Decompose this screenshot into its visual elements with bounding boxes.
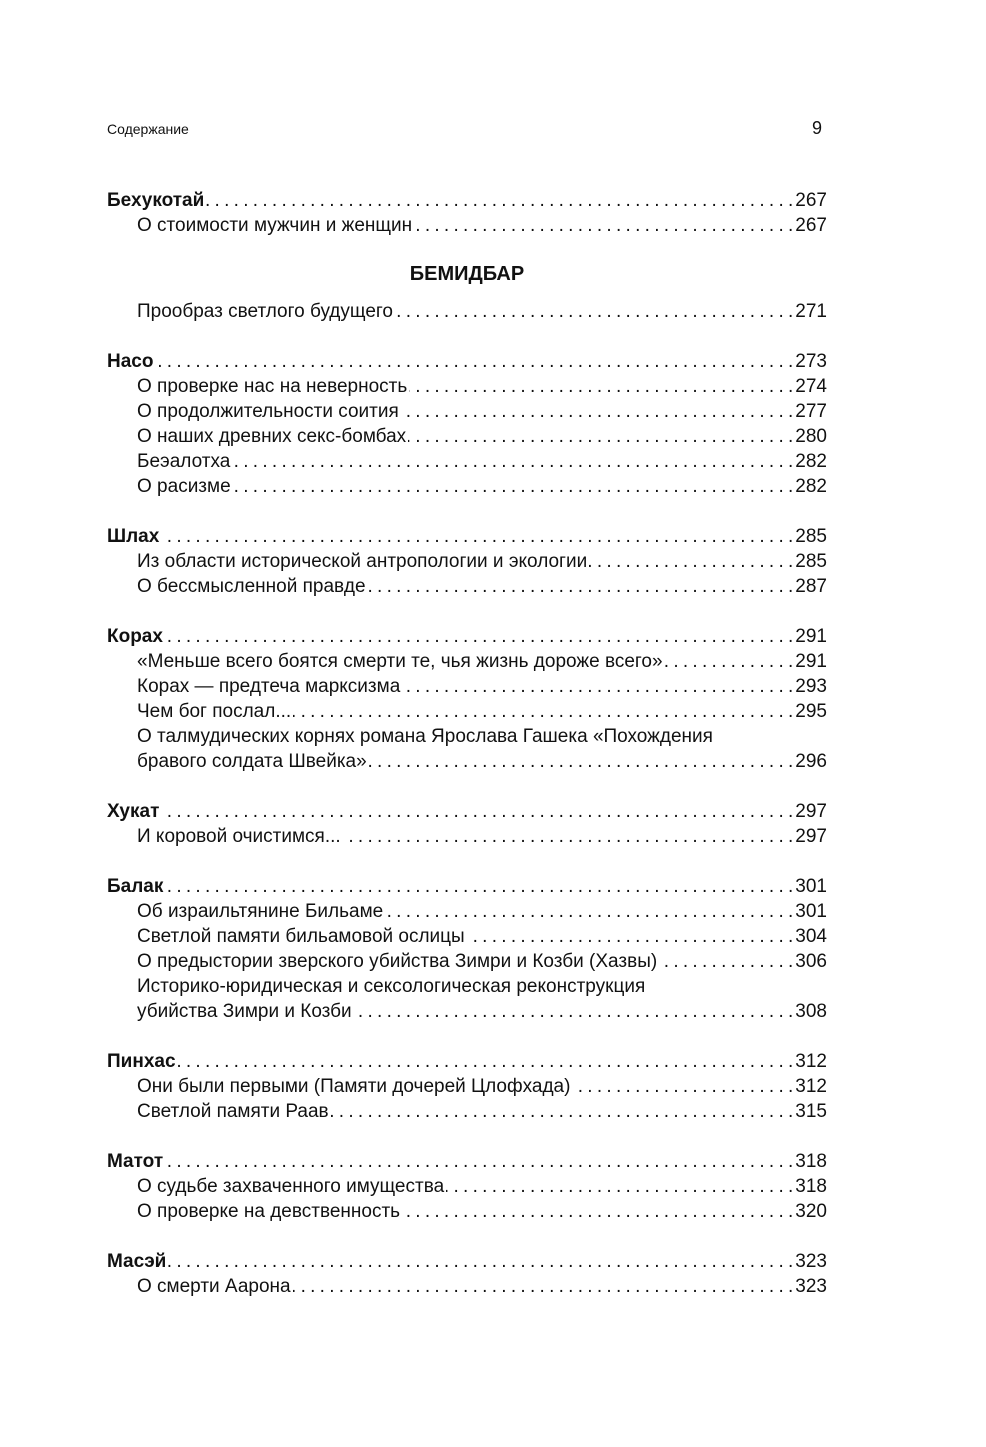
entry-title-continued: убийства Зимри и Козби [137, 1001, 352, 1022]
entry-title: О продолжительности соития [137, 401, 399, 422]
entry-page: 267 [795, 190, 827, 211]
entry-page: 308 [795, 1001, 827, 1022]
toc-chapter [107, 524, 827, 549]
toc-section [107, 1149, 827, 1224]
dot-leader [409, 374, 793, 399]
page-number: 9 [812, 118, 823, 138]
entry-title: Светлой памяти Раав [137, 1101, 329, 1122]
dot-leader [343, 824, 794, 849]
dot-leader [178, 1049, 794, 1074]
dot-leader [165, 624, 793, 649]
entry-page: 273 [795, 351, 827, 372]
toc-chapter [107, 799, 827, 824]
toc-entry-line [107, 974, 827, 999]
entry-title: О стоимости мужчин и женщин [137, 215, 413, 236]
toc-chapter [107, 349, 827, 374]
dot-leader [401, 399, 794, 424]
toc-entry [107, 1274, 827, 1299]
toc-entry [107, 474, 827, 499]
toc-section [107, 1049, 827, 1124]
entry-title: Матот [107, 1151, 164, 1172]
toc-entry [107, 1174, 827, 1199]
entry-title: Хукат [107, 801, 160, 822]
dot-leader [155, 349, 793, 374]
entry-title: Из области исторической антропологии и экологии [137, 551, 588, 572]
toc-entry [107, 649, 827, 674]
toc-entry [107, 299, 827, 324]
dot-leader [168, 1249, 793, 1274]
dot-leader [467, 924, 794, 949]
dot-leader [665, 649, 794, 674]
entry-title: Они были первыми (Памяти дочерей Цлофхада) [137, 1076, 571, 1097]
toc-section [107, 874, 827, 1024]
entry-title: О расизме [137, 476, 231, 497]
toc-entry [107, 1074, 827, 1099]
toc-entry [107, 374, 827, 399]
dot-leader [293, 1274, 794, 1299]
toc-entry [107, 399, 827, 424]
entry-page: 293 [795, 676, 827, 697]
entry-title: О наших древних секс-бомбах [137, 426, 407, 447]
dot-leader [368, 574, 794, 599]
toc-entry [107, 574, 827, 599]
entry-title: Об израильтянине Бильаме [137, 901, 384, 922]
entry-title: О предыстории зверского убийства Зимри и Козби (Хазвы) [137, 951, 658, 972]
entry-page: 315 [795, 1101, 827, 1122]
dot-leader [293, 699, 793, 724]
entry-title: О смерти Аарона [137, 1276, 291, 1297]
toc-chapter [107, 624, 827, 649]
entry-title-continued: бравого солдата Швейка» [137, 751, 367, 772]
toc-section [107, 1249, 827, 1299]
entry-page: 306 [795, 951, 827, 972]
entry-page: 301 [795, 901, 827, 922]
entry-title: Корах [107, 626, 163, 647]
dot-leader [402, 1199, 793, 1224]
entry-page: 296 [795, 751, 827, 772]
toc-entry [107, 899, 827, 924]
dot-leader [161, 524, 793, 549]
toc-entry [107, 924, 827, 949]
entry-page: 285 [795, 551, 827, 572]
entry-page: 323 [795, 1276, 827, 1297]
entry-page: 318 [795, 1151, 827, 1172]
dot-leader [402, 674, 793, 699]
entry-page: 320 [795, 1201, 827, 1222]
entry-page: 287 [795, 576, 827, 597]
entry-page: 295 [795, 701, 827, 722]
dot-leader [414, 213, 793, 238]
entry-title: О проверке нас на неверность [137, 376, 408, 397]
entry-title: Беэалотха [137, 451, 231, 472]
entry-page: 280 [795, 426, 827, 447]
dot-leader [385, 899, 793, 924]
toc-chapter [107, 874, 827, 899]
dot-leader [589, 549, 793, 574]
dot-leader [165, 874, 793, 899]
toc-chapter [107, 188, 827, 213]
toc-chapter [107, 1049, 827, 1074]
toc-entry [107, 213, 827, 238]
toc-entry-line [107, 724, 827, 749]
entry-title: «Меньше всего боятся смерти те, чья жизнь дороже всего» [137, 651, 663, 672]
entry-title: Бехукотай [107, 190, 205, 211]
dot-leader [354, 999, 794, 1024]
toc-entry [107, 674, 827, 699]
entry-page: 312 [795, 1051, 827, 1072]
entry-page: 282 [795, 451, 827, 472]
toc-chapter [107, 1149, 827, 1174]
entry-title: О судьбе захваченного имущества [137, 1176, 445, 1197]
entry-title: Масэй [107, 1251, 167, 1272]
entry-title: Пинхас [107, 1051, 176, 1072]
entry-page: 312 [795, 1076, 827, 1097]
toc-chapter [107, 1249, 827, 1274]
entry-page: 301 [795, 876, 827, 897]
entry-page: 291 [795, 651, 827, 672]
dot-leader [331, 1099, 794, 1124]
toc-entry [107, 424, 827, 449]
dot-leader [408, 424, 793, 449]
toc-entry [107, 749, 827, 774]
toc-entry [107, 1199, 827, 1224]
entry-page: 297 [795, 801, 827, 822]
entry-page: 285 [795, 526, 827, 547]
toc-entry [107, 824, 827, 849]
entry-page: 267 [795, 215, 827, 236]
part-heading: БЕМИДБАР [409, 263, 525, 285]
entry-page: 274 [795, 376, 827, 397]
entry-title: Историко-юридическая и сексологическая реконструкция [137, 976, 646, 997]
entry-page: 297 [795, 826, 827, 847]
toc-section [107, 799, 827, 849]
toc-section [107, 624, 827, 774]
toc-entry [107, 549, 827, 574]
toc-entry [107, 949, 827, 974]
table-of-contents [107, 188, 827, 1324]
entry-page: 291 [795, 626, 827, 647]
entry-page: 277 [795, 401, 827, 422]
dot-leader [659, 949, 793, 974]
dot-leader [206, 188, 793, 213]
entry-title: Чем бог послал... [137, 701, 292, 722]
toc-entry [107, 699, 827, 724]
dot-leader [233, 474, 794, 499]
dot-leader [161, 799, 793, 824]
dot-leader [232, 449, 793, 474]
entry-title: О бессмысленной правде [137, 576, 366, 597]
entry-title: И коровой очистимся... [137, 826, 341, 847]
entry-page: 271 [795, 301, 827, 322]
entry-page: 323 [795, 1251, 827, 1272]
dot-leader [369, 749, 794, 774]
dot-leader [446, 1174, 793, 1199]
dot-leader [165, 1149, 793, 1174]
entry-title: О проверке на девственность [137, 1201, 401, 1222]
entry-page: 304 [795, 926, 827, 947]
toc-entry [107, 1099, 827, 1124]
running-head: Содержание [107, 121, 189, 137]
toc-entry [107, 999, 827, 1024]
entry-title: Насо [107, 351, 154, 372]
entry-title: Светлой памяти бильамовой ослицы [137, 926, 465, 947]
entry-title: О талмудических корнях романа Ярослава Гашека «Похождения [137, 726, 713, 747]
toc-section [107, 256, 827, 324]
entry-title: Корах — предтеча марксизма [137, 676, 401, 697]
dot-leader [572, 1074, 793, 1099]
entry-page: 282 [795, 476, 827, 497]
entry-title: Прообраз светлого будущего [137, 301, 393, 322]
toc-section [107, 188, 827, 238]
toc-section [107, 524, 827, 599]
toc-entry [107, 449, 827, 474]
dot-leader [395, 299, 793, 324]
toc-section [107, 349, 827, 499]
entry-page: 318 [795, 1176, 827, 1197]
entry-title: Шлах [107, 526, 160, 547]
entry-title: Балак [107, 876, 164, 897]
